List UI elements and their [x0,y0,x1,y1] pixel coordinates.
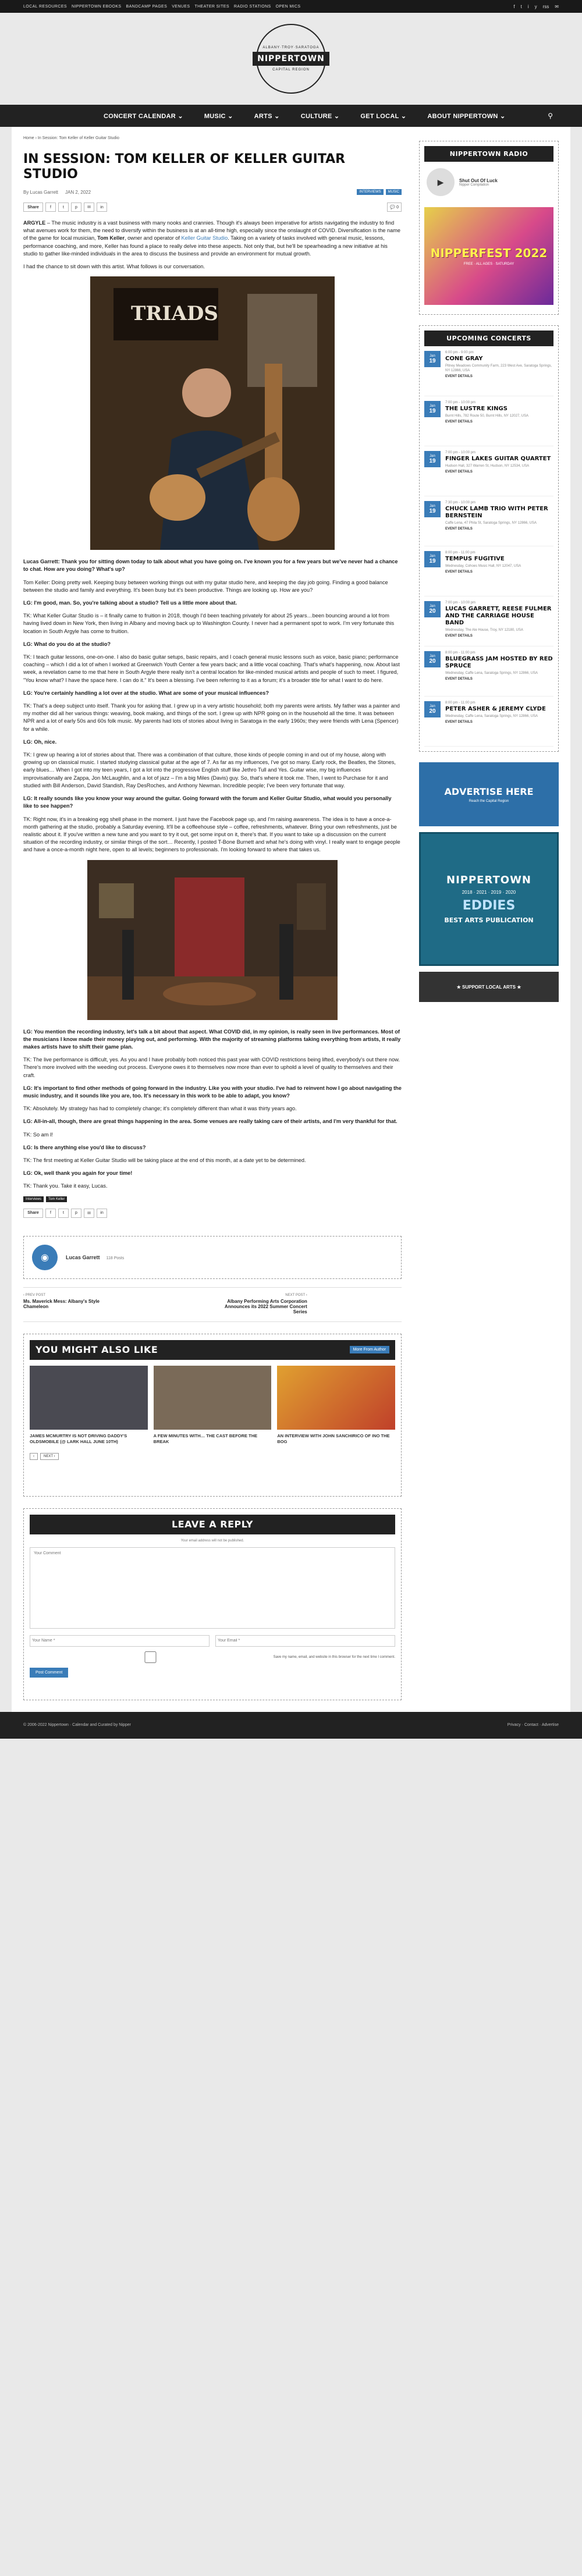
eddies-mid: EDDIES [462,898,516,913]
event-day: 19 [429,507,436,514]
qa-line: TK: What Keller Guitar Studio is – it finally came to fruition in 2018, though I'd been teaching privately for about 25 years…been bouncing around a lot from having lived down in New York, then living in Albany and moving back up to Washington County. I never had a permanent spot to work. I'm very fortunate this location in South Argyle has come to fruition. [23,613,395,634]
qa-line: LG: Oh, nice. [23,738,57,745]
event-location: Wednesday, Cohoes Music Hall, NY 12047, USA [445,564,521,568]
author-link[interactable]: By Lucas Garrett [23,189,59,195]
radio-title: NIPPERTOWN RADIO [424,146,553,162]
related-header [30,1340,395,1360]
event-body [445,601,553,641]
event-name[interactable]: THE LUSTRE KINGS [445,406,508,412]
site-footer [0,1712,582,1739]
post-comment-button[interactable]: Post Comment [30,1668,68,1678]
comment-icon: 💬 [390,205,397,209]
category-badge[interactable]: MUSIC [386,189,402,195]
qa-section-1 [23,558,402,854]
nav-get-local[interactable]: GET LOCAL ⌄ [360,112,407,120]
comment-fields [30,1635,395,1647]
next-post-label: NEXT POST › [285,1293,307,1297]
event-details-link[interactable]: EVENT DETAILS [445,570,473,574]
logo-name: NIPPERTOWN [253,52,329,66]
intro-text-b: , owner and operator of [124,235,182,241]
ad-title: ADVERTISE HERE [444,786,534,797]
event-name[interactable]: TEMPUS FUGITIVE [445,556,505,562]
linkedin-share-icon[interactable]: in [97,202,107,212]
qa-line: LG: What do you do at the studio? [23,641,111,647]
nav-culture[interactable]: CULTURE ⌄ [300,112,340,120]
radio-info [459,178,498,187]
author-name[interactable]: Lucas Garrett [66,1254,100,1260]
related-card-title[interactable]: JAMES MCMURTRY IS NOT DRIVING DADDY'S OLDSMOBILE (@ LARK HALL JUNE 10TH) [30,1433,127,1444]
facebook-icon[interactable]: f [513,3,515,9]
event-month: Jan [430,554,435,558]
event-month: Jan [430,654,435,658]
top-links [23,5,301,9]
event-month: Jan [430,604,435,608]
radio-player [424,162,553,202]
studio-link[interactable]: Keller Guitar Studio [181,235,228,241]
event-time: 7:30 pm - 10:00 pm [445,501,476,504]
pager-prev[interactable]: ‹ [30,1453,38,1460]
radio-station: Shut Out Of Luck [459,177,498,183]
event-date [424,351,441,367]
top-link[interactable]: OPEN MICS [275,4,301,9]
next-post-title[interactable]: Albany Performing Arts Corporation Announces its 2022 Summer Concert Series [224,1298,307,1314]
event-details-link[interactable]: EVENT DETAILS [445,634,473,638]
save-info-checkbox[interactable] [30,1651,271,1663]
sidebar-ad[interactable] [419,762,559,826]
qa-line: LG: All-in-all, though, there are great things happening in the area. Some venues are really taking care of their artists, and I'm very thankful for that. [23,1118,398,1125]
reply-header [30,1515,395,1534]
upcoming-title: UPCOMING CONCERTS [424,331,553,346]
ad-subtitle: Reach the Capital Region [469,799,509,803]
related-card-image[interactable] [30,1366,148,1430]
eddies-name: NIPPERTOWN [446,873,531,886]
dateline: ARGYLE [23,220,46,226]
event-month: Jan [430,704,435,708]
article-photo-portrait [90,276,335,550]
qa-line: TK: I grew up hearing a lot of stories about that. There was a combination of that culture, those kinds of people coming in and out of my house, along with growing up on classical music. I started studying classical guitar at the age of 7. As far as my influences, I've got so many. Early rock, the Beatles, the Stones, early blues… When I got into my teen years, I got a lot into the progressive English stuff like Jethro Tull and Yes. Guitar wise, my big influences improvisationally are Zappa, Jon McLaughlin, and a lot of jazz – I'm a big Miles (Davis) guy. So, that's where it took me. Then, I went to Purchase for it and studied with Bill Anderson, David Standish, Ray DesRoches, and Anthony Newman. Incredible people; I've been very fortunate that way. [23,752,396,788]
qa-line: TK: Absolutely. My strategy has had to completely change; it's completely different than what it was thirty years ago. [23,1106,297,1112]
top-link[interactable]: RADIO STATIONS [233,4,271,9]
event-time: 8:00 pm - 11:00 pm [445,651,475,655]
pager-next[interactable]: NEXT › [40,1453,59,1460]
qa-line: LG: It's important to find other methods of going forward in the industry. Like you with your studio. I've had to reinvent how I go about navigating the music industry, and it sounds like you are, too. It's necessary in this work to be able to adapt, you know? [23,1085,402,1099]
instagram-icon[interactable]: i [527,3,529,9]
article-photo-studio [87,860,338,1020]
event-month: Jan [430,504,435,508]
prev-post-title[interactable]: Ms. Maverick Mess: Albany's Style Chameleon [23,1298,100,1309]
nipperfest-ad[interactable] [424,207,553,305]
event-day: 20 [429,607,436,614]
event-day: 19 [429,407,436,414]
intro-name: Tom Keller [97,235,125,241]
event-name[interactable]: CONE GRAY [445,356,483,362]
email-field[interactable] [215,1635,395,1647]
main-nav [0,105,582,127]
qa-line: TK: Thank you. Take it easy, Lucas. [23,1183,108,1189]
event-name[interactable]: PETER ASHER & JEREMY CLYDE [445,706,546,712]
event-time: 7:00 pm - 10:00 pm [445,401,476,404]
name-field[interactable] [30,1635,210,1647]
youtube-icon[interactable]: y [534,3,537,9]
top-link[interactable]: THEATER SITES [194,4,229,9]
event-item[interactable] [424,396,553,446]
event-item[interactable] [424,496,553,546]
post-navigation [23,1287,402,1322]
reply-note: Your email address will not be published. [180,1539,244,1543]
event-time: 8:00 pm - 11:00 pm [445,701,475,705]
portrait-illustration [90,276,335,550]
event-date [424,551,441,567]
event-time: 7:00 pm - 10:00 pm [445,451,476,454]
reply-title: LEAVE A REPLY [171,1519,254,1530]
related-title: YOU MIGHT ALSO LIKE [36,1344,158,1356]
event-name[interactable]: BLUEGRASS JAM HOSTED BY RED SPRUCE [445,656,553,669]
intro-paragraph-2: I had the chance to sit down with this artist. What follows is our conversation. [23,264,205,270]
main-column [12,127,413,1712]
logo-top-text: ALBANY·TROY·SARATOGA [262,46,320,49]
twitter-icon[interactable]: t [520,3,522,9]
article-meta [23,188,402,196]
sidebar-banner[interactable]: ★ SUPPORT LOCAL ARTS ★ [419,972,559,1002]
rss-icon[interactable]: rss [542,3,549,9]
qa-line: LG: I'm good, man. So, you're talking about a studio? Tell us a little more about that. [23,600,237,606]
related-card-image[interactable] [277,1366,395,1430]
search-icon[interactable]: ⚲ [548,112,553,120]
qa-line: TK: The first meeting at Keller Guitar Studio will be taking place at the end of this month, at a date yet to be determined. [23,1157,306,1163]
event-item[interactable] [424,346,553,396]
event-item[interactable] [424,596,553,646]
pinterest-share-icon[interactable]: p [71,202,81,212]
linkedin-share-icon[interactable]: in [97,1209,107,1218]
top-link[interactable]: VENUES [172,4,190,9]
share-bar [23,202,402,212]
pinterest-share-icon[interactable]: p [71,1209,81,1218]
event-name[interactable]: LUCAS GARRETT, REESE FULMER AND THE CARRIAGE HOUSE BAND [445,606,552,626]
event-location: Burnt Hills, 782 Route 50, Burnt Hills, NY 12027, USA [445,414,528,418]
event-date [424,501,441,517]
event-time: 8:00 pm - 11:00 pm [445,551,475,555]
qa-line: TK: The live performance is difficult, yes. As you and I have probably both noticed this past year with COVID restrictions being lifted, everybody's out there now. There's more involved with the weeding out process. Everyone owes it to themselves now more than ever to uphold a level of quality to themselves and their craft. [23,1057,400,1078]
eddies-award: BEST ARTS PUBLICATION [444,916,534,924]
qa-line: TK: That's a deep subject unto itself. Thank you for asking that. I grew up in a very artistic household; both my parents were artists. My father was a painter and my mother did all her various things: weaving, book making, and things of the sort. I grew up with NPR going on in the household all the time. It was between NPR and a lot of early 50s and 60s folk music. My parents had lots of stories about living in Saratoga in the early 1960s; they were friends with Lena (Spencer) for a while. [23,703,400,732]
event-name[interactable]: CHUCK LAMB TRIO WITH PETER BERNSTEIN [445,506,548,519]
eddies-years: 2018 · 2021 · 2019 · 2020 [462,889,516,895]
share-button[interactable]: Share [23,1209,43,1218]
top-link[interactable]: BANDCAMP PAGES [126,4,168,9]
mail-icon[interactable]: ✉ [555,3,559,9]
top-link[interactable]: LOCAL RESOURCES [23,4,67,9]
author-box [23,1236,402,1279]
event-item[interactable] [424,646,553,697]
site-logo[interactable] [247,22,335,96]
event-day: 20 [429,658,436,665]
related-card[interactable] [154,1366,272,1445]
category-badge[interactable]: INTERVIEWS [357,189,383,195]
wall-sign-text: TRIADS [131,302,218,326]
comment-form [23,1508,402,1700]
qa-section-2 [23,1028,402,1191]
event-day: 19 [429,457,436,464]
event-item[interactable] [424,697,553,747]
qa-line: LG: You mention the recording industry, let's talk a bit about that aspect. What COVID did, in my opinion, is really seen in live performances. Most of the musicians I know made their money playing out, and performing. With the majority of streaming platforms taking everything from artists, it really makes artists have to shift their game plan. [23,1028,401,1050]
event-details-link[interactable]: EVENT DETAILS [445,420,473,424]
share-bar-bottom [23,1208,402,1218]
sidebar [413,127,570,1712]
save-info [30,1651,395,1663]
avatar[interactable]: ◉ [32,1245,58,1270]
event-details-link[interactable]: EVENT DETAILS [445,375,473,378]
related-posts [23,1334,402,1497]
facebook-share-icon[interactable]: f [45,202,56,212]
radio-subtitle: Nipper Compilation [459,183,489,187]
footer-copyright: © 2006-2022 Nippertown · Calendar and Curated by Nipper [23,1723,131,1728]
fest-title: NIPPERFEST 2022 [430,246,548,260]
logo-bottom-text: CAPITAL REGION [272,68,310,72]
site-header [0,13,582,105]
qa-line: TK: I teach guitar lessons, one-on-one. I also do basic guitar setups, basic repairs, and I coach general music lessons such as voice, basic piano; performance coaching – which I did a lot of when I worked at Greenwich Youth Center a few years back; and a little vocal coaching. That's what's happening, now. About last week, a revelation came to me that here in South Argyle there really isn't a central location for like-minded musical artists and people of such to meet. I figured, "You know what? I have the space here. I can do it." It's been a blessing. I've been referring to it as a forum; it's a broader title for what I want to do here. [23,654,400,683]
event-date [424,451,441,467]
breadcrumb[interactable]: Home › In Session: Tom Keller of Keller Guitar Studio [23,136,119,140]
intro-text-c: . Taking on a variety of tasks involved with general music, lessons, performance coaching, and more, Keller has found a place to really delve into these aspects. Not only that, but he'll be spearheading a new initiative at his studio to gather like-minded individuals in the area to discuss the business and provide an environment for mutual growth. [23,235,388,257]
eddies-award-badge[interactable] [419,832,559,966]
category-badges [357,189,402,195]
event-body [445,551,521,591]
content-wrapper [12,127,570,1712]
event-date [424,651,441,667]
next-post[interactable] [220,1294,402,1316]
event-location: Caffe Lena, 47 Phila St, Saratoga Springs, NY 12866, USA [445,521,537,525]
event-location: Pitney Meadows Community Farm, 223 West Ave, Saratoga Springs, NY 12866, USA [445,364,552,372]
event-details-link[interactable]: EVENT DETAILS [445,677,473,681]
intro-text-a: – The music industry is a vast business with many nooks and crannies. Though it's always been imperative for artists navigating the industry to find what avenues work for them, the need to diversify within the business is at an all-time high, especially since the onslaught of COVID. Diversification is the name of the game for local musician, [23,220,401,241]
event-body [445,351,553,391]
event-location: Wednesday, The Ale House, Troy, NY 12180, USA [445,628,523,632]
studio-illustration [87,860,338,1020]
prev-post[interactable] [23,1294,205,1316]
event-details-link[interactable]: EVENT DETAILS [445,470,473,474]
event-details-link[interactable]: EVENT DETAILS [445,527,473,531]
event-month: Jan [430,454,435,458]
author-post-count[interactable]: 118 Posts [106,1256,125,1260]
event-location: Wednesday, Caffe Lena, Saratoga Springs, NY 12866, USA [445,671,538,675]
nav-arts[interactable]: ARTS ⌄ [254,112,280,120]
social-icons [513,4,559,9]
upcoming-concerts-widget [419,325,559,752]
event-item[interactable] [424,546,553,596]
event-name[interactable]: FINGER LAKES GUITAR QUARTET [445,456,551,462]
event-body [445,651,553,691]
qa-line: LG: It really sounds like you know your way around the guitar. Going forward with the forum and Keller Guitar Studio, what would you personally like to see happen? [23,795,392,809]
footer-links[interactable]: Privacy · Contact · Advertise [507,1723,559,1728]
nav-music[interactable]: MUSIC ⌄ [204,112,233,120]
nav-concert-calendar[interactable]: CONCERT CALENDAR ⌄ [104,112,183,120]
related-card-image[interactable] [154,1366,272,1430]
qa-line: LG: Ok, well thank you again for your time! [23,1170,133,1177]
author-info [66,1254,124,1261]
top-bar [0,0,582,13]
event-body [445,401,528,441]
qa-line: TK: Right now, it's in a breaking egg shell phase in the moment. I just have the Facebook page up, and I'm raising awareness. The idea is to have a once-a-month gathering at the studio, probably a Saturday evening. It'll be a coffeehouse style – coffee, refreshments, whatever. Bring your own refreshments, just be realistic about it. If you've written a new tune and you want to try it out, get some input on it, there's that. If you want to take up a discussion on the current situation of the recording industry, or similar things of the sort… Recently, I posted T-Bone Burnett and what he's doing with vinyl. I really want to engage people and have a once-a-month night here, open to all levels; beginners to professionals. I'm looking forward to where that takes us. [23,816,400,853]
event-location: Hudson Hall, 327 Warren St, Hudson, NY 12534, USA [445,464,530,468]
event-day: 19 [429,357,436,364]
twitter-share-icon[interactable]: t [58,202,69,212]
email-share-icon[interactable]: ✉ [84,1209,94,1218]
qa-line: Tom Keller: Doing pretty well. Keeping busy between working things out with my guitar studio here, and keeping the day job going. Finding a good balance between the studio and family and everything. It's been busy but it's been productive. Things are looking up. How are you? [23,579,388,593]
event-details-link[interactable]: EVENT DETAILS [445,720,473,724]
tag-item[interactable]: Interviews [23,1196,44,1202]
related-pager [30,1453,395,1460]
email-share-icon[interactable]: ✉ [84,202,94,212]
prev-post-label: ‹ PREV POST [23,1293,46,1297]
top-link[interactable]: NIPPERTOWN EBOOKS [71,4,122,9]
radio-widget [419,141,559,315]
publish-date: JAN 2, 2022 [65,189,91,195]
related-cards [30,1366,395,1445]
facebook-share-icon[interactable]: f [45,1209,56,1218]
related-card-title[interactable]: A FEW MINUTES WITH… THE CAST BEFORE THE BREAK [153,1433,258,1444]
event-date [424,401,441,417]
related-card-title[interactable]: AN INTERVIEW WITH JOHN SANCHIRICO OF INO THE BOG [277,1433,390,1444]
share-button[interactable]: Share [23,202,43,212]
fest-subtitle: FREE · ALL AGES · SATURDAY [463,262,514,266]
related-card[interactable] [277,1366,395,1445]
event-body [445,451,551,491]
event-date [424,701,441,717]
event-item[interactable] [424,446,553,496]
nav-about[interactable]: ABOUT NIPPERTOWN ⌄ [427,112,506,120]
save-info-label: Save my name, email, and website in this browser for the next time I comment. [273,1655,395,1659]
tag-item[interactable]: Tom Keller [46,1196,67,1202]
related-card[interactable] [30,1366,148,1445]
event-body [445,501,553,541]
event-time: 6:00 pm - 9:00 pm [445,351,474,354]
tag-list [23,1196,402,1202]
event-day: 19 [429,557,436,564]
more-from-author-button[interactable]: More From Author [350,1346,389,1353]
event-body [445,701,546,741]
twitter-share-icon[interactable]: t [58,1209,69,1218]
event-date [424,601,441,617]
logo-emblem [256,24,326,94]
event-day: 20 [429,708,436,715]
comment-textarea[interactable] [30,1547,395,1629]
event-location: Wednesday, Caffe Lena, Saratoga Springs, NY 12866, USA [445,715,538,718]
nav-items [93,112,516,120]
qa-line: LG: Is there anything else you'd like to discuss? [23,1144,146,1150]
comment-count[interactable] [387,202,402,212]
article-title: IN SESSION: TOM KELLER OF KELLER GUITAR STUDIO [23,152,346,182]
qa-line: Lucas Garrett: Thank you for sitting down today to talk about what you have going on. I've known you for a few years but we've never had a chance to chat. How are you doing? What's up? [23,559,398,573]
qa-line: LG: You're certainly handling a lot over at the studio. What are some of your musical influences? [23,690,269,696]
qa-line: TK: So am I! [23,1131,54,1138]
event-month: Jan [430,354,435,358]
event-month: Jan [430,404,435,408]
play-icon[interactable]: ▶ [427,168,455,196]
comment-count-value: 0 [396,205,399,209]
event-time: 7:00 pm - 10:00 pm [445,601,476,605]
intro-paragraph [23,219,402,258]
